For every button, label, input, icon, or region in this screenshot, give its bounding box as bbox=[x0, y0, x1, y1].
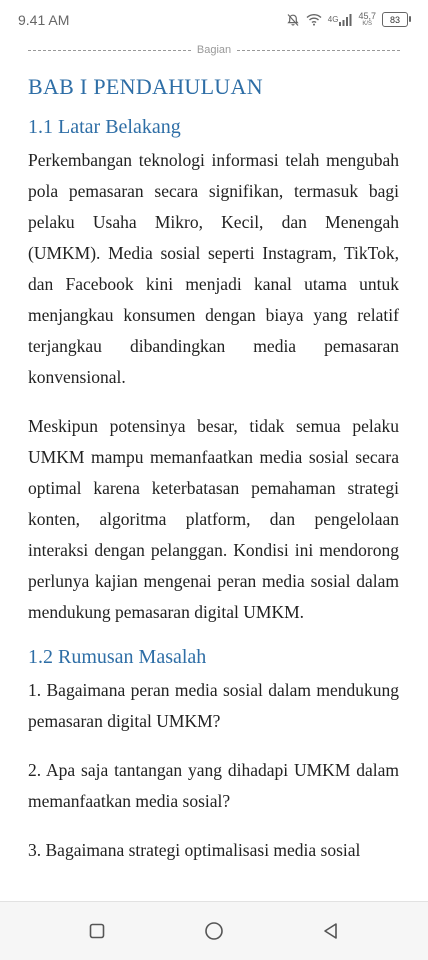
chapter-title: BAB I PENDAHULUAN bbox=[28, 74, 263, 99]
triangle-back-icon bbox=[322, 922, 340, 940]
speed-value: 45,7 bbox=[358, 11, 376, 21]
circle-icon bbox=[204, 921, 224, 941]
status-bar bbox=[0, 0, 428, 40]
status-time: 9.41 AM bbox=[18, 12, 70, 28]
square-icon bbox=[89, 923, 105, 939]
list-item: 3. Bagaimana strategi optimalisasi media sosial bbox=[28, 840, 361, 860]
document-content bbox=[28, 74, 399, 884]
back-button[interactable] bbox=[311, 911, 351, 951]
divider-label: Bagian bbox=[196, 44, 232, 56]
section-heading-latar-belakang: 1.1 Latar Belakang bbox=[28, 116, 181, 138]
battery-level: 83 bbox=[389, 14, 400, 25]
navigation-bar bbox=[0, 901, 428, 960]
section-divider bbox=[28, 40, 400, 60]
divider-line-left bbox=[28, 50, 191, 51]
battery-icon bbox=[382, 12, 408, 27]
signal-bars-icon bbox=[338, 14, 352, 26]
status-icons bbox=[286, 12, 408, 27]
home-button[interactable] bbox=[194, 911, 234, 951]
divider-line-right bbox=[237, 50, 400, 51]
paragraph: Meskipun potensinya besar, tidak semua pelaku UMKM mampu memanfaatkan media sosial secara optimal karena keterbatasan pemahaman strategi konten, algoritma platform, dan pengelolaan interaksi dengan pelanggan. Kondisi ini mendorong perlunya kajian mengenai peran media sosial dalam mendukung pemasaran digital UMKM. bbox=[28, 416, 399, 622]
network-speed bbox=[358, 12, 376, 27]
list-item: 1. Bagaimana peran media sosial dalam mendukung pemasaran digital UMKM? bbox=[28, 680, 399, 731]
wifi-icon bbox=[306, 13, 322, 26]
network-type: 4G bbox=[327, 14, 339, 24]
section-heading-rumusan-masalah: 1.2 Rumusan Masalah bbox=[28, 646, 207, 668]
bell-off-icon bbox=[286, 13, 300, 27]
paragraph: Perkembangan teknologi informasi telah mengubah pola pemasaran secara signifikan, termasuk bagi pelaku Usaha Mikro, Kecil, dan Menengah (UMKM). Media sosial seperti Instagram, TikTok, dan Facebook kini menjadi kanal utama untuk menjangkau konsumen dengan biaya yang relatif terjangkau dibandingkan media pemasaran konvensional. bbox=[28, 150, 399, 387]
recent-apps-button[interactable] bbox=[77, 911, 117, 951]
speed-unit: K/S bbox=[362, 21, 373, 27]
signal-indicator bbox=[328, 14, 353, 26]
list-item: 2. Apa saja tantangan yang dihadapi UMKM dalam memanfaatkan media sosial? bbox=[28, 760, 399, 811]
